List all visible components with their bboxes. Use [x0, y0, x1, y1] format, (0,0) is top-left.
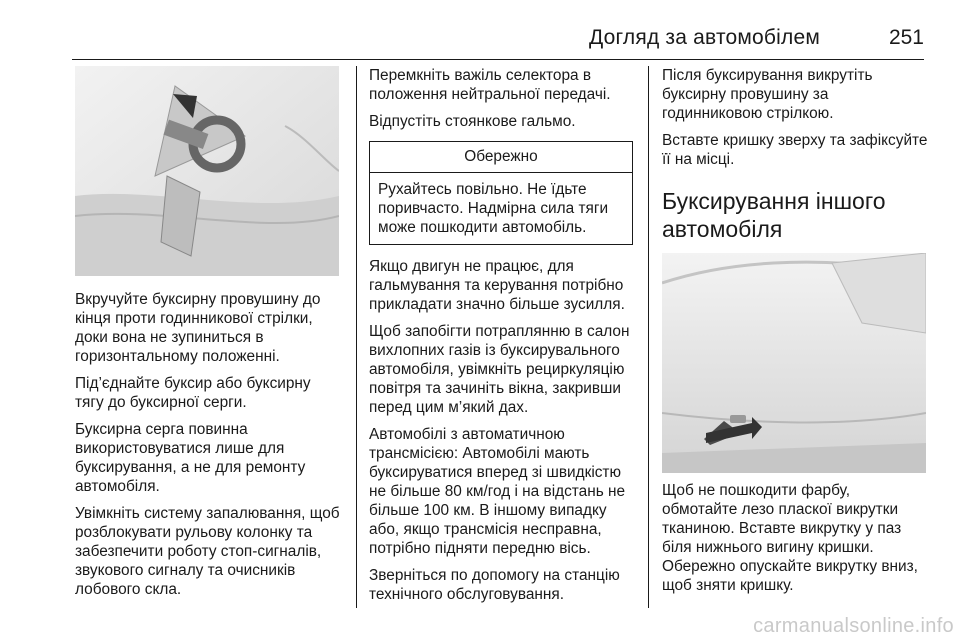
caution-box — [369, 141, 633, 245]
rear-bumper-illustration — [662, 253, 926, 473]
page-header — [0, 0, 960, 60]
paragraph: Буксирна серга повинна використовуватися лише для буксирування, а не для ремонту автомобіля. — [75, 421, 306, 495]
column-divider-1 — [356, 66, 357, 608]
caution-title: Обережно — [370, 142, 632, 173]
paragraph: Зверніться по допомогу на станцію технічного обслуговування. — [369, 567, 620, 603]
section-title: Догляд за автомобілем — [588, 26, 820, 49]
towing-eye-illustration — [75, 66, 339, 276]
section-heading: Буксирування іншого автомобіля — [662, 188, 886, 242]
paragraph: Перемкніть важіль селектора в положення нейтральної передачі. — [369, 67, 611, 103]
column-3 — [662, 66, 928, 603]
caution-text: Рухайтесь повільно. Не їдьте поривчасто. Надмірна сила тяги може пошкодити автомобіль. — [378, 181, 609, 236]
paragraph: Після буксирування викрутіть буксирну провушину за годинниковою стрілкою. — [662, 67, 873, 122]
watermark: carmanualsonline.info — [753, 615, 954, 637]
paragraph: Увімкніть систему запалювання, щоб розблокувати рульову колонку та забезпечити роботу стоп-сигналів, звукового сигналу та очисників лобового скла. — [75, 505, 340, 598]
page-number: 251 — [888, 26, 924, 49]
paragraph: Автомобілі з автоматичною трансмісією: Автомобілі мають буксируватися вперед зі швидкістю не більше 80 км/год і на відстань не більше 100 км. В іншому випадку або, якщо трансмісія несправна, потрібно підняти передню вісь. — [369, 426, 626, 557]
column-1 — [75, 66, 343, 607]
paragraph: Вставте кришку зверху та зафіксуйте її на місці. — [662, 132, 928, 168]
column-2 — [369, 66, 633, 612]
paragraph: Відпустіть стоянкове гальмо. — [369, 113, 576, 130]
paragraph: Щоб запобігти потраплянню в салон вихлопних газів із буксирувального автомобіля, увімкніть рециркуляцію повітря та зачиніть вікна, закривши перед цим м’який дах. — [369, 323, 630, 416]
paragraph: Щоб не пошкодити фарбу, обмотайте лезо пласкої викрутки тканиною. Вставте викрутку у паз біля нижнього вигину кришки. Обережно опускайте викрутку вниз, щоб зняти кришку. — [662, 482, 918, 594]
column-divider-2 — [648, 66, 649, 608]
paragraph: Під’єднайте буксир або буксирну тягу до буксирної серги. — [75, 375, 311, 411]
header-rule — [72, 59, 924, 60]
paragraph: Вкручуйте буксирну провушину до кінця проти годинникової стрілки, доки вона не зупиниться в горизонтальному положенні. — [75, 291, 321, 365]
paragraph: Якщо двигун не працює, для гальмування та керування потрібно прикладати значно більше зусилля. — [369, 258, 625, 313]
